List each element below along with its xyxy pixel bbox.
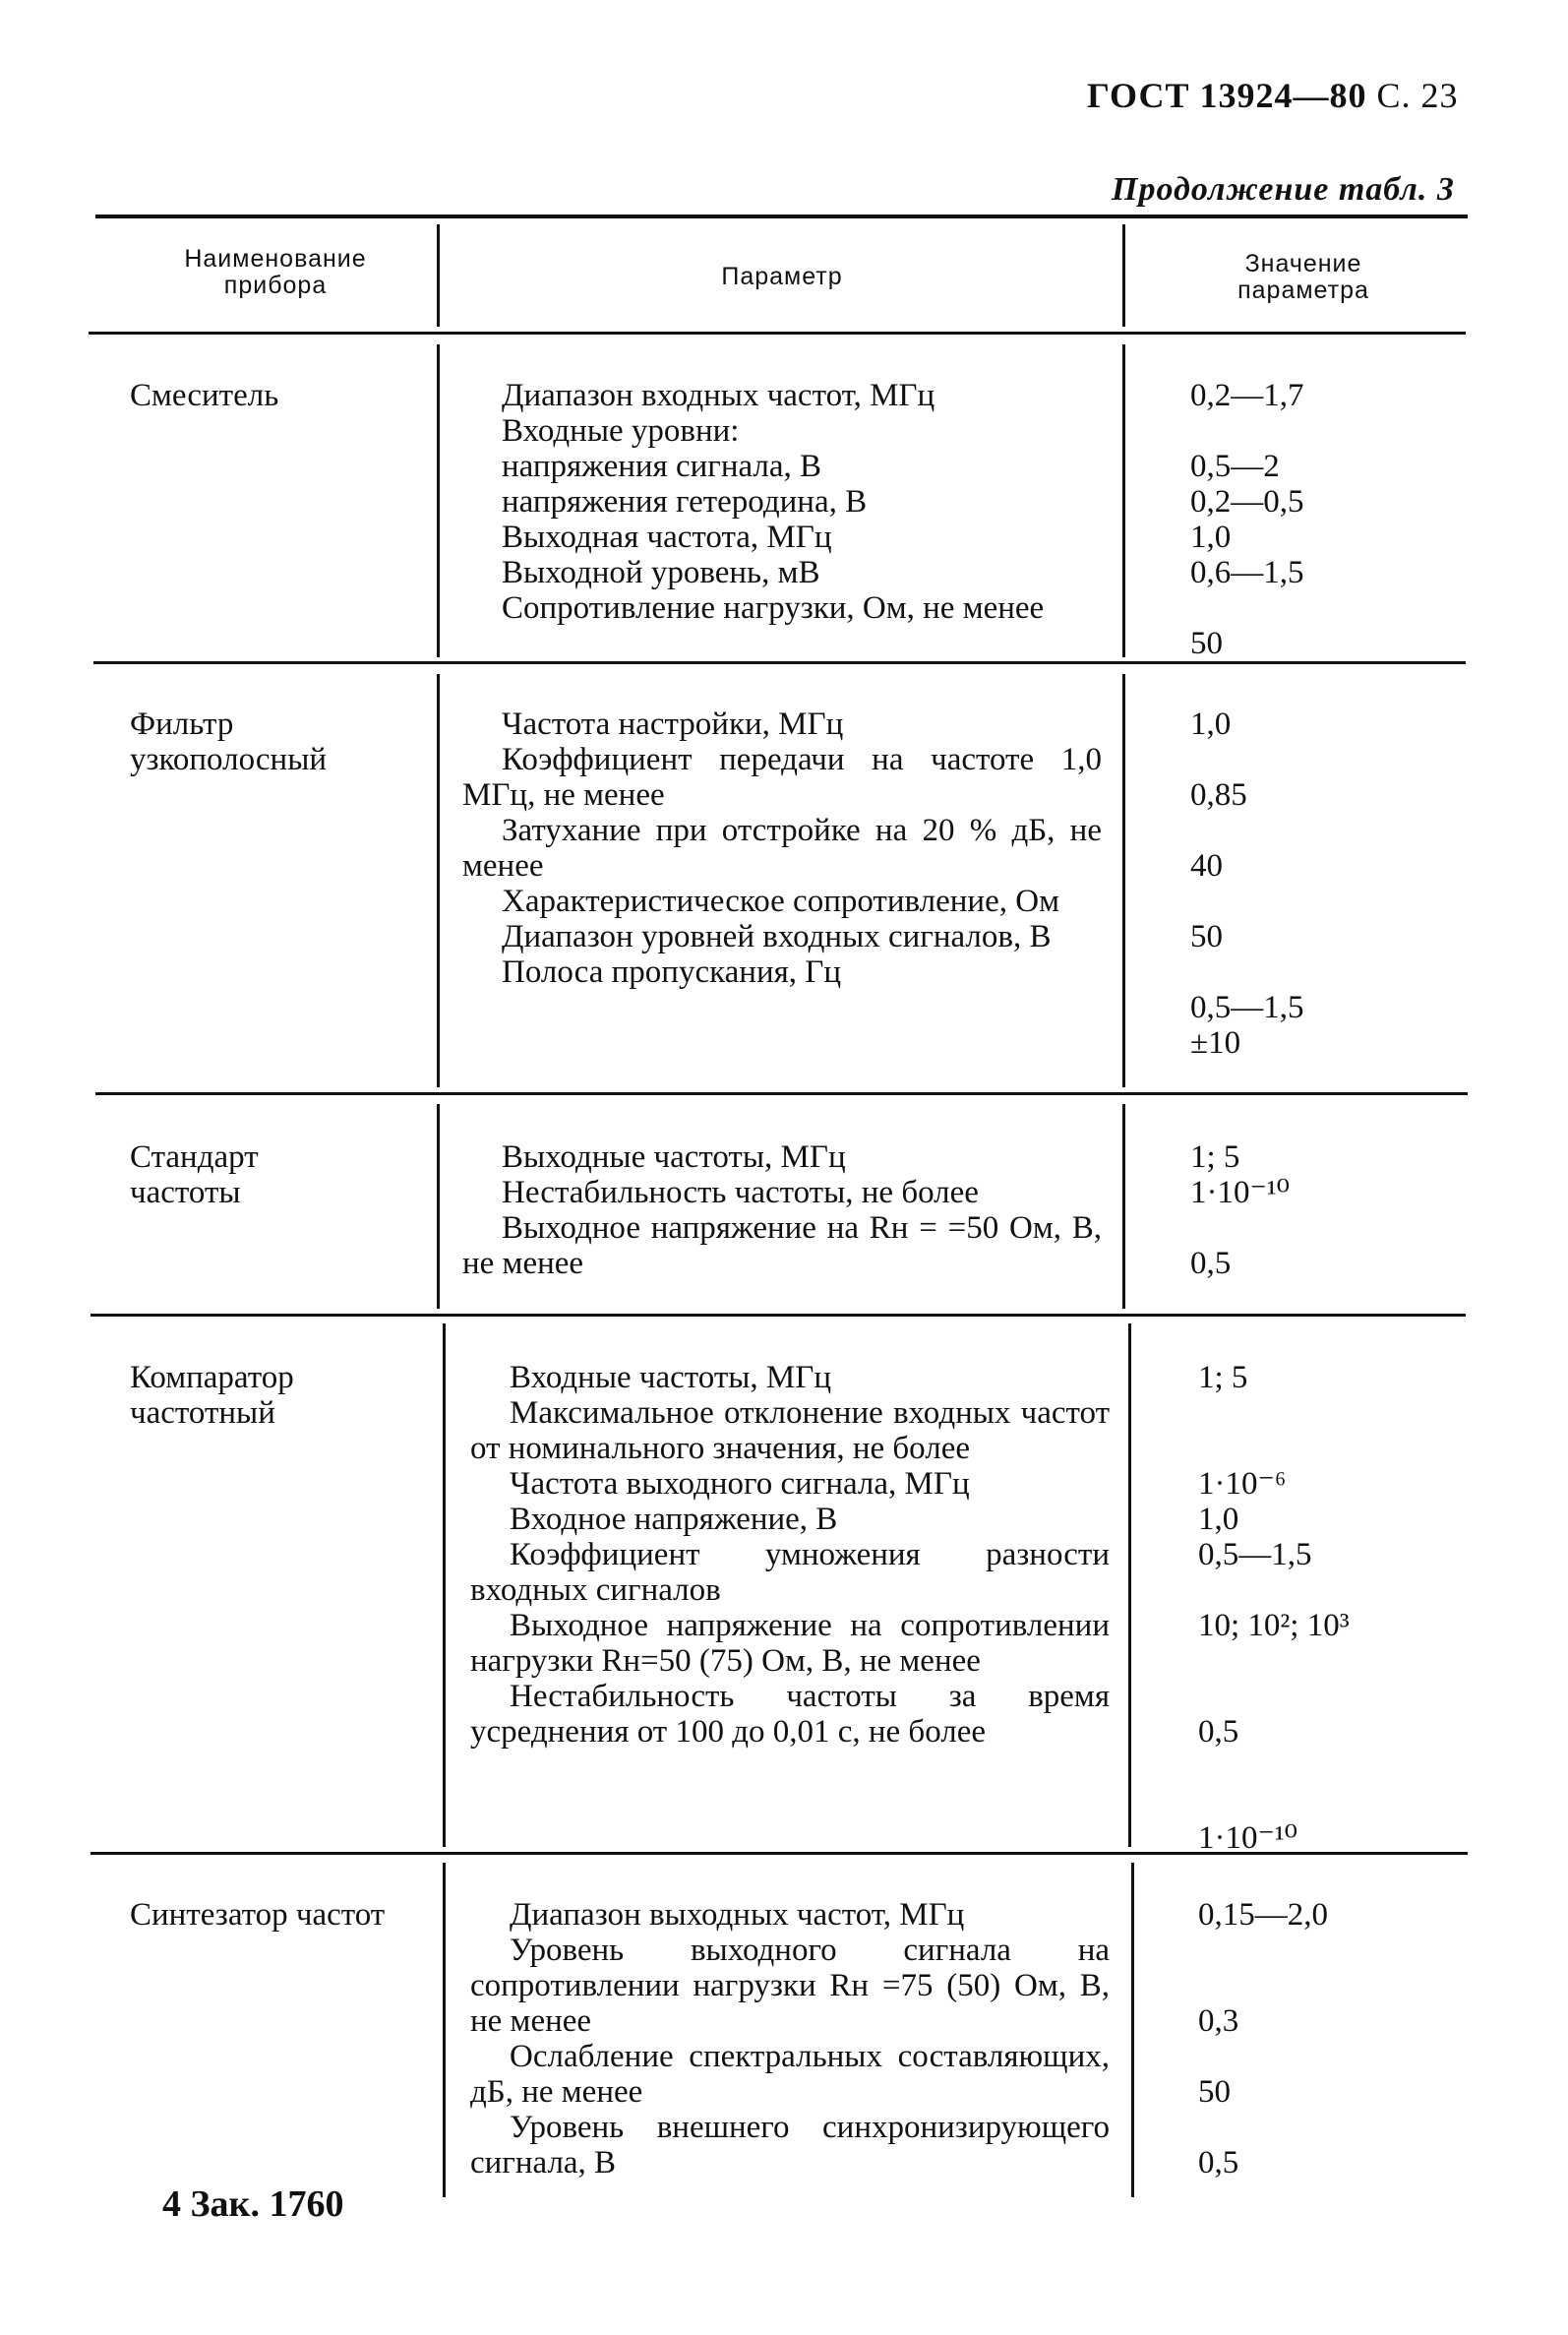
parameter-list: [462, 378, 1102, 626]
parameter-text: Выходная частота, МГц: [502, 520, 832, 555]
column-separator: [1122, 224, 1125, 327]
parameter-value: 0,85: [1190, 777, 1247, 813]
parameter-value: 1,0: [1190, 707, 1232, 742]
parameter-value: 1·10⁻¹⁰: [1190, 1175, 1291, 1210]
parameter-text: Частота настройки, МГц: [502, 707, 844, 742]
parameter-value: 0,5: [1198, 2145, 1239, 2181]
column-separator: [443, 1323, 446, 1847]
parameter-value: 0,5—2: [1190, 449, 1280, 484]
parameter-text: Уровень внешнего синхронизирующего сигнала, В: [470, 2110, 1110, 2181]
column-separator: [437, 1104, 440, 1309]
parameter-text: Входные уровни:: [502, 413, 740, 449]
column-separator: [437, 344, 440, 657]
parameter-value: 50: [1198, 2074, 1231, 2110]
parameter-value: 0,15—2,0: [1198, 1897, 1328, 1933]
column-separator: [1122, 674, 1125, 1087]
parameter-text: Ослабление спектральных составляющих, дБ, не менее: [470, 2039, 1110, 2110]
standard-header: [1087, 75, 1458, 116]
parameter-list: [470, 1897, 1110, 2181]
standard-number: ГОСТ 13924—80: [1087, 76, 1367, 115]
parameter-text: Уровень выходного сигнала на сопротивлении нагрузки Rн =75 (50) Ом, В, не менее: [470, 1933, 1110, 2039]
parameter-list: [462, 707, 1102, 990]
parameter-value: 1,0: [1198, 1502, 1239, 1537]
header-bottom-rule: [89, 332, 1466, 335]
parameter-text: напряжения гетеродина, В: [502, 484, 868, 520]
parameter-text: Затухание при отстройке на 20 % дБ, не менее: [462, 813, 1102, 884]
parameter-value: 1; 5: [1190, 1139, 1240, 1175]
device-name: Компаратор частотный: [130, 1360, 294, 1431]
parameter-value: 0,5—1,5: [1198, 1537, 1312, 1572]
parameter-value: 1; 5: [1198, 1360, 1248, 1395]
parameter-list: [462, 1139, 1102, 1281]
parameter-value: 0,5—1,5: [1190, 990, 1304, 1025]
parameter-text: Выходные частоты, МГц: [502, 1139, 846, 1175]
value-list: [1198, 1360, 1350, 1856]
column-separator: [1128, 1323, 1131, 1847]
parameter-text: Диапазон выходных частот, МГц: [510, 1897, 965, 1933]
section-divider: [93, 661, 1466, 664]
column-header-parameter: Параметр: [721, 263, 843, 290]
parameter-text: Коэффициент умножения разности входных сигналов: [470, 1537, 1110, 1608]
parameter-value: 0,5: [1190, 1246, 1232, 1281]
parameter-text: Характеристическое сопротивление, Ом: [502, 884, 1059, 919]
parameter-value: 50: [1190, 919, 1223, 954]
parameter-text: Полоса пропускания, Гц: [502, 954, 842, 990]
column-separator: [443, 1863, 446, 2197]
print-order-number: 4 Зак. 1760: [162, 2183, 344, 2225]
parameter-text: Диапазон входных частот, МГц: [502, 378, 935, 413]
section-divider: [90, 1314, 1466, 1317]
value-list: [1190, 378, 1304, 661]
parameter-value: 1·10⁻⁶: [1198, 1466, 1287, 1502]
parameter-value: 50: [1190, 626, 1223, 661]
column-separator: [1131, 1863, 1134, 2197]
page-number: С. 23: [1376, 76, 1459, 115]
device-name: Смеситель: [130, 378, 279, 413]
parameter-text: Частота выходного сигнала, МГц: [510, 1466, 970, 1502]
parameter-list: [470, 1360, 1110, 1750]
parameter-text: Диапазон уровней входных сигналов, В: [502, 919, 1052, 954]
parameter-value: 0,2—1,7: [1190, 378, 1304, 413]
device-name: Синтезатор частот: [130, 1897, 386, 1933]
column-separator: [1122, 344, 1125, 657]
column-header-value: Значение параметра: [1237, 250, 1369, 304]
parameter-text: Входное напряжение, В: [510, 1502, 838, 1537]
parameter-value: 0,6—1,5: [1190, 555, 1304, 590]
parameter-value: 0,2—0,5: [1190, 484, 1304, 520]
parameter-text: Выходное напряжение на сопротивлении нагрузки Rн=50 (75) Ом, В, не менее: [470, 1608, 1110, 1679]
table-top-rule: [95, 215, 1468, 218]
parameter-value: 1,0: [1190, 520, 1232, 555]
table-continuation-label: Продолжение табл. 3: [1112, 171, 1455, 208]
column-separator: [1122, 1104, 1125, 1309]
parameter-text: Входные частоты, МГц: [510, 1360, 832, 1395]
column-separator: [437, 224, 440, 327]
parameter-value: ±10: [1190, 1025, 1241, 1061]
parameter-text: напряжения сигнала, В: [502, 449, 822, 484]
value-list: [1198, 1897, 1328, 2181]
parameter-value: 10; 10²; 10³: [1198, 1608, 1350, 1643]
value-list: [1190, 1139, 1290, 1281]
parameter-value: 1·10⁻¹⁰: [1198, 1820, 1298, 1856]
device-name: Фильтр узкополосный: [130, 707, 328, 777]
parameter-text: Нестабильность частоты за время усреднения от 100 до 0,01 с, не более: [470, 1679, 1110, 1750]
section-divider: [95, 1092, 1468, 1095]
parameter-text: Нестабильность частоты, не более: [502, 1175, 979, 1210]
column-separator: [437, 674, 440, 1087]
parameter-value: 0,3: [1198, 2003, 1239, 2039]
device-name: Стандарт частоты: [130, 1139, 259, 1210]
parameter-text: Сопротивление нагрузки, Ом, не менее: [502, 590, 1045, 626]
parameter-text: Максимальное отклонение входных частот от номинального значения, не более: [470, 1395, 1110, 1466]
parameter-text: Выходной уровень, мВ: [502, 555, 820, 590]
parameter-value: [1190, 413, 1304, 449]
parameter-value: 40: [1190, 848, 1223, 884]
column-header-device: Наименование прибора: [184, 245, 367, 299]
parameter-text: Выходное напряжение на Rн = =50 Ом, В, не менее: [462, 1210, 1102, 1281]
parameter-value: 0,5: [1198, 1714, 1239, 1750]
value-list: [1190, 707, 1304, 1061]
parameter-text: Коэффициент передачи на частоте 1,0 МГц, не менее: [462, 742, 1102, 813]
